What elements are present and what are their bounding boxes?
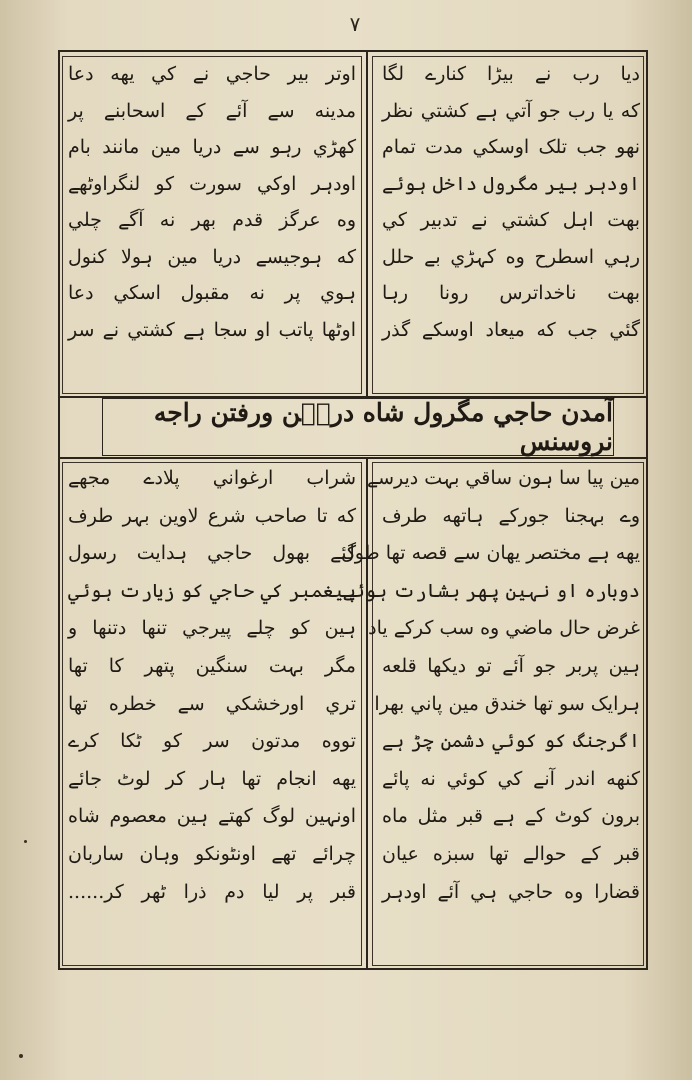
heading-rule-bottom <box>58 457 648 459</box>
verse-line: مگر بہت سنگين پتهر کا تها <box>68 654 356 677</box>
verse-line: غرض حال ماضي وه سب کرکے ياد <box>368 617 640 640</box>
verse-line: بهت ناخداترس رونا رہا <box>382 282 640 304</box>
page-number: ۷ <box>349 12 361 36</box>
verse-line: اونہين لوگ کهتے ہين معصوم شاه <box>68 805 356 828</box>
verse-line: چرائے تهے اونٹونکو وہان ساربان <box>68 842 356 865</box>
verse-line: يهه انجام تها ہار کر لوٹ جائے <box>68 767 356 790</box>
verse-line: ديا رب نے بيڑا کنارے لگا <box>382 63 640 85</box>
verse-line: وه عرگز قدم بهر نه آگے چلي <box>68 209 356 231</box>
verse-line: قبر پر ليا دم ذرا ٹهر کر...... <box>68 880 356 903</box>
verse-line: کنهه اندر آنے کي کوئي نه پائے <box>382 767 640 790</box>
verse-line: اوتر بير حاجي نے کي يهه دعا <box>68 63 356 85</box>
column-divider-top <box>366 50 368 398</box>
verse-line: دوباره او نہين پهر بشارت ہوئے <box>342 579 640 602</box>
verse-line: شراب ارغواني پلادے مجهے <box>68 467 356 489</box>
verse-line: اودہر اوکي سورت کو لنگراوٹهے <box>68 172 356 195</box>
verse-column-bottom-right <box>340 460 642 911</box>
verse-line: تووه مدتون سر کو ٹکا کرے <box>68 730 356 753</box>
verse-line: قبر کے حوالے تها سبزه عيان <box>382 842 640 865</box>
verse-line: ہوي پر نه مقبول اسکي دعا <box>68 282 356 304</box>
ink-speck <box>19 1054 23 1058</box>
verse-line: مين پيا سا ہون ساقي بہت ديرسے <box>366 467 640 489</box>
verse-column-top-right <box>380 56 642 348</box>
verse-line: مدينه سے آئے کے اسحابنے پر <box>68 99 356 122</box>
verse-line: قضارا وه حاجي ہي آئے اودہر <box>382 880 640 903</box>
verse-line: بهت اہل کشتي نے تدبير کي <box>382 209 640 231</box>
section-heading: آمدن حاجي مگرول شاه دريٖن ورفتن راجه نروسنس <box>102 398 614 456</box>
verse-line: پيغمبر کي حاجي کو زيارت ہوئي <box>68 579 356 602</box>
verse-line: رہي اسطرح وه کہڑي بے حلل <box>382 245 640 268</box>
verse-line: يهه ہے مختصر يهان سے قصه تها طول <box>340 542 640 565</box>
verse-line: که تا صاحب شرع لاوين بہر طرف <box>68 504 356 527</box>
ink-speck <box>24 840 27 843</box>
verse-line: نهو جب تلک اوسکي مدت تمام <box>382 136 640 158</box>
verse-line: که يا رب جو آتي ہے کشتي نظر <box>382 99 640 122</box>
verse-line: اگرجنگ کو کوئي دشمن چڑ ہے <box>382 730 640 753</box>
verse-line: ہين پربر جو آئے تو ديکها قلعه <box>382 654 640 677</box>
verse-line: اودہر بير مگرول داخل ہوئے <box>382 172 640 195</box>
verse-line: گئے بهول حاجي ہدايت رسول <box>68 542 356 565</box>
verse-column-top-left <box>66 56 358 348</box>
verse-line: تري اورخشکي سے خطره تها <box>68 692 356 715</box>
verse-column-bottom-left <box>66 460 358 911</box>
verse-line: که ہوجيسے دريا مين ہولا کنول <box>68 245 356 268</box>
verse-line: گئي جب که ميعاد اوسکے گذر <box>382 318 640 341</box>
verse-line: وے بہجنا جورکے ہاتهه طرف <box>382 504 640 527</box>
verse-line: کهڑي رہو سے دريا مين مانند بام <box>68 136 356 158</box>
verse-line: ہين کو چلے پيرجي تنها دتنها و <box>68 617 356 640</box>
verse-line: برون کوٹ کے ہے قبر مثل ماه <box>382 805 640 828</box>
verse-line: اوٹها پاتب او سجا ہے کشتي نے سر <box>68 318 356 341</box>
verse-line: ہرايک سو تها خندق مين پاني بهرا <box>374 692 640 715</box>
